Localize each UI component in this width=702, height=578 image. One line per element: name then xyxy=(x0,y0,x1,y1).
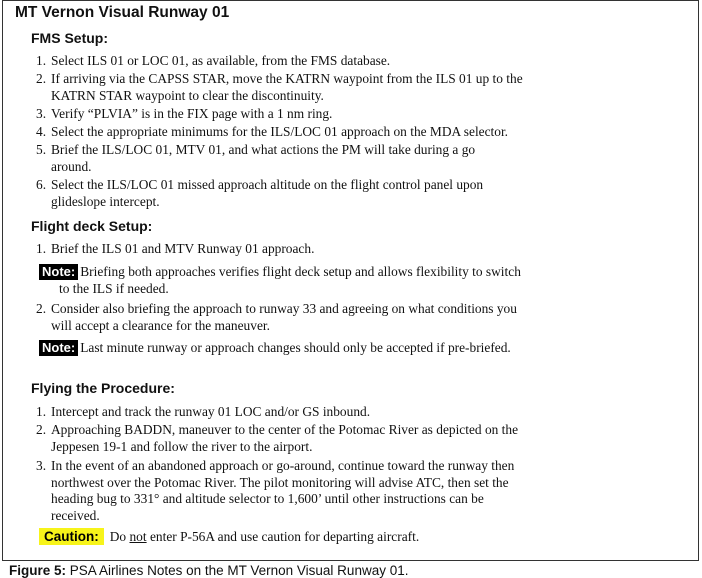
item-text: Select the ILS/LOC 01 missed approach altitude on the flight control panel upon glideslope intercept. xyxy=(51,177,484,209)
caution-not: not xyxy=(129,529,147,544)
item-number: 6. xyxy=(36,177,47,192)
document-frame xyxy=(2,0,699,561)
item-text: If arriving via the CAPSS STAR, move the KATRN waypoint from the ILS 01 up to the KATRN STAR waypoint to clear the discontinuity. xyxy=(51,71,523,103)
section-heading-flight-deck-setup: Flight deck Setup: xyxy=(31,218,153,234)
figure-caption-text: PSA Airlines Notes on the MT Vernon Visual Runway 01. xyxy=(69,563,409,578)
item-number: 3. xyxy=(36,458,47,473)
section-heading-fms-setup: FMS Setup: xyxy=(31,30,108,46)
caution-block xyxy=(39,528,419,545)
note-text: Briefing both approaches verifies flight deck setup and allows flexibility to switch to the ILS if needed. xyxy=(59,264,521,296)
item-text: Brief the ILS/LOC 01, MTV 01, and what actions the PM will take during a go around. xyxy=(51,142,476,174)
item-number: 3. xyxy=(36,106,47,121)
caution-label: Caution: xyxy=(39,528,104,545)
item-number: 1. xyxy=(36,404,47,419)
item-text: Select ILS 01 or LOC 01, as available, from the FMS database. xyxy=(51,53,391,68)
figure-caption xyxy=(9,563,408,578)
item-number: 2. xyxy=(36,422,47,437)
item-text: Consider also briefing the approach to runway 33 and agreeing on what conditions you will accept a clearance for the maneuver. xyxy=(51,301,517,333)
item-text: Verify “PLVIA” is in the FIX page with a 1 nm ring. xyxy=(51,106,333,121)
item-number: 5. xyxy=(36,142,47,157)
note-label: Note: xyxy=(39,264,78,280)
caution-text: enter P-56A and use caution for departing aircraft. xyxy=(149,529,420,544)
note-text: Last minute runway or approach changes should only be accepted if pre-briefed. xyxy=(80,340,511,355)
figure-label: Figure 5: xyxy=(9,563,67,578)
item-number: 4. xyxy=(36,124,47,139)
item-text: Intercept and track the runway 01 LOC and/or GS inbound. xyxy=(51,404,371,419)
section-heading-flying-procedure: Flying the Procedure: xyxy=(31,380,175,396)
note-label: Note: xyxy=(39,340,78,356)
caution-do: Do xyxy=(109,529,127,544)
page-title: MT Vernon Visual Runway 01 xyxy=(15,4,230,21)
item-text: Select the appropriate minimums for the ILS/LOC 01 approach on the MDA selector. xyxy=(51,124,509,139)
item-text: In the event of an abandoned approach or go-around, continue toward the runway then northwest over the Potomac River. The pilot monitoring will advise ATC, then set the heading bug to 331° and altitude selector to 1,600’ until other instructions can be received. xyxy=(51,458,515,523)
item-number: 2. xyxy=(36,71,47,86)
item-text: Brief the ILS 01 and MTV Runway 01 approach. xyxy=(51,241,315,256)
note-block xyxy=(39,264,529,297)
item-number: 1. xyxy=(36,53,47,68)
item-number: 1. xyxy=(36,241,47,256)
item-number: 2. xyxy=(36,301,47,316)
note-block xyxy=(39,340,529,357)
item-text: Approaching BADDN, maneuver to the center of the Potomac River as depicted on the Jeppesen 19-1 and follow the river to the airport. xyxy=(51,422,519,454)
